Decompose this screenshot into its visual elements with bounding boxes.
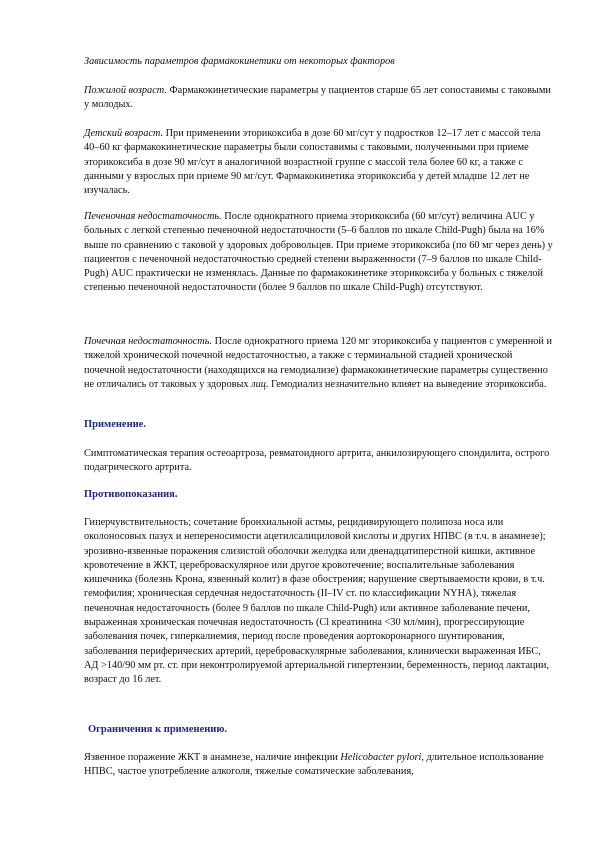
children-paragraph <box>84 127 554 198</box>
indications-paragraph <box>84 447 554 476</box>
contraindications-heading: Противопоказания. <box>84 489 178 500</box>
hepatic-lead: Печеночная недостаточность. <box>84 211 222 222</box>
renal-italic-word: лиц <box>251 378 266 390</box>
children-lead: Детский возраст. <box>84 128 164 139</box>
indications-heading: Применение. <box>84 419 146 430</box>
renal-text-b: . Гемодиализ незначительно влияет на выведение эторикоксиба. <box>265 378 547 390</box>
elderly-text: Фармакокинетические параметры у пациентов старше 65 лет сопоставимы с таковыми у молодых. <box>84 85 551 111</box>
limitations-heading: Ограничения к применению. <box>88 724 227 735</box>
children-text: При применении эторикоксиба в дозе 60 мг/сут у подростков 12–17 лет с массой тела 40–60 кг фармакокинетические параметры были сопоставимы с таковыми, полученными при приеме эторикоксиба в дозе 90 мг/сут в аналогичной возрастной группе с массой тела более 60 кг, а также с данными у взрослых при приеме 90 мг/сут. Фармакокинетика эторикоксиба у детей младше 12 лет не изучалась. <box>84 128 541 197</box>
limitations-paragraph <box>84 751 554 780</box>
elderly-lead: Пожилой возраст. <box>84 85 167 96</box>
elderly-paragraph <box>84 84 554 113</box>
renal-text-a: После однократного приема 120 мг эторикоксиба у пациентов с умеренной и тяжелой хронической почечной недостаточностью, а также с терминальной стадией хронической почечной недостаточности (находящихся на гемодиализе) фармакокинетические параметры существенно не отличались от таковых у здоровых <box>84 336 553 390</box>
limitations-italic-word: Helicobacter pylori <box>340 752 422 763</box>
hepatic-paragraph <box>84 210 554 296</box>
limitations-text-a: Язвенное поражение ЖКТ в анамнезе, наличие инфекции <box>84 752 341 763</box>
contraindications-paragraph <box>84 516 554 688</box>
renal-lead: Почечная недостаточность. <box>84 336 213 347</box>
limitations-text-b: , длительное использование НПВС, частое употребление алкоголя, тяжелые соматические заболевания, <box>84 752 544 778</box>
indications-text: Симптоматическая терапия остеоартроза, ревматоидного артрита, анкилозирующего спондилита, острого подагрического артрита. <box>84 448 550 474</box>
section-title: Зависимость параметров фармакокинетики от некоторых факторов <box>84 56 395 67</box>
hepatic-text: После однократного приема эторикоксиба (60 мг/сут) величина AUC у больных с легкой степенью печеночной недостаточности (5–6 баллов по шкале Child-Pugh) была на 16% выше по сравнению с таковой у здоровых добровольцев. При приеме эторикоксиба (по 60 мг через день) у пациентов с печеночной недостаточностью средней степени выраженности (7–9 баллов по шкале Child-Pugh) AUC практически не изменялась. Данные по фармакокинетике эторикоксиба у больных с тяжелой степенью печеночной недостаточности (более 9 баллов по шкале Child-Pugh) отсутствуют. <box>84 211 553 294</box>
contraindications-text: Гиперчувствительность; сочетание бронхиальной астмы, рецидивирующего полипоза носа или околоносовых пазух и непереносимости ацетилсалициловой кислоты и других НПВС (в т.ч. в анамнезе); эрозивно-язвенные поражения слизистой оболочки желудка или двенадцатиперстной кишки, активное кровотечение в ЖКТ, цереброваскулярное или другое кровотечение; воспалительные заболевания кишечника (болезнь Крона, язвенный колит) в фазе обострения; нарушение свертываемости крови, в т.ч. гемофилия; хроническая сердечная недостаточность (II–IV ст. по классификации NYHA), тяжелая печеночная недостаточность (более 9 баллов по шкале Child-Pugh) или активное заболевание печени, выраженная хроническая почечная недостаточность (Cl креатинина <30 мл/мин), прогрессирующие заболевания почек, гиперкалиемия, период после проведения аортокоронарного шунтирования, заболевания периферических артерий, цереброваскулярные заболевания, клинически выраженная ИБС, АД >140/90 мм рт. ст. при неконтролируемой артериальной гипертензии, беременность, период лактации, возраст до 16 лет. <box>84 517 549 686</box>
renal-paragraph <box>84 335 554 392</box>
